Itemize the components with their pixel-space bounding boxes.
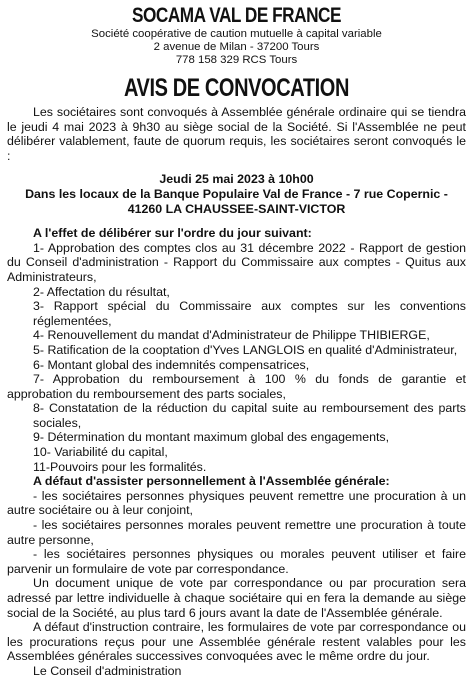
agenda-item: 4- Renouvellement du mandat d'Administrateur de Philippe THIBIERGE, [33, 328, 430, 343]
closing-paragraph: Un document unique de vote par correspondance ou par procuration sera adressé par lettre individuelle à chaque sociétaire qui en fera la demande au siège social de la Société, au plus tard 6 jours avant la date de l'Assemblée générale. [7, 576, 466, 620]
company-rcs: 778 158 329 RCS Tours [175, 54, 298, 66]
intro-paragraph: Les sociétaires sont convoqués à Assemblée générale ordinaire qui se tiendra le jeudi 4 mai 2023 à 9h30 au siège social de la Société. Si l'Assemblée ne peut délibérer valablement, faute de quorum requis, les sociétaires seront convoqués le : [7, 105, 466, 163]
signature: Le Conseil d'administration [33, 663, 182, 678]
legal-form: Société coopérative de caution mutuelle à capital variable [91, 28, 382, 40]
absence-list [7, 489, 466, 577]
absence-item: - les sociétaires personnes physiques ou morales peuvent utiliser et faire parvenir un formulaire de vote par correspondance. [7, 547, 466, 576]
agenda-item: 10- Variabilité du capital, [33, 445, 168, 460]
agenda-item: 1- Approbation des comptes clos au 31 décembre 2022 - Rapport de gestion du Conseil d'administration - Rapport du Commissaire aux comptes - Quitus aux Administrateurs, [7, 240, 466, 284]
agenda-item: 9- Détermination du montant maximum global des engagements, [33, 430, 390, 445]
agenda-item: 3- Rapport spécial du Commissaire aux comptes sur les conventions réglementées, [33, 299, 466, 328]
notice-header [7, 4, 466, 103]
agenda-item: 2- Affectation du résultat, [33, 284, 170, 299]
meeting-place: Dans les locaux de la Banque Populaire Val de France - 7 rue Copernic - 41260 LA CHAUSSEE-SAINT-VICTOR [25, 186, 448, 216]
meeting-date: Jeudi 25 mai 2023 à 10h00 [159, 172, 314, 187]
absence-item: - les sociétaires personnes morales peuvent remettre une procuration à toute autre personne, [7, 518, 466, 547]
agenda-item: 11-Pouvoirs pour les formalités. [33, 459, 207, 474]
agenda-item: 5- Ratification de la cooptation d'Yves LANGLOIS en qualité d'Administrateur, [33, 342, 458, 357]
agenda-list [7, 241, 466, 475]
absence-item: - les sociétaires personnes physiques peuvent remettre une procuration à un autre sociétaire ou à leur conjoint, [7, 488, 466, 518]
company-address: 2 avenue de Milan - 37200 Tours [153, 41, 320, 53]
absence-heading: A défaut d'assister personnellement à l'Assemblée générale: [33, 474, 390, 489]
agenda-item: 6- Montant global des indemnités compensatrices, [33, 357, 310, 372]
meeting-details [7, 172, 466, 216]
company-name: SOCAMA VAL DE FRANCE [132, 4, 341, 27]
notice-title: AVIS DE CONVOCATION [123, 74, 350, 102]
agenda-item: 7- Approbation du remboursement à 100 % du fonds de garantie et approbation du remboursement des parts sociales, [7, 372, 466, 401]
closing-paragraph: A défaut d'instruction contraire, les formulaires de vote par correspondance ou les procurations reçus pour une Assemblée générale restent valables pour les Assemblées générales successives convoquées avec le même ordre du jour. [7, 620, 466, 664]
agenda-item: 8- Constatation de la réduction du capital suite au remboursement des parts sociales, [33, 401, 466, 430]
agenda-heading: A l'effet de délibérer sur l'ordre du jour suivant: [33, 226, 312, 241]
